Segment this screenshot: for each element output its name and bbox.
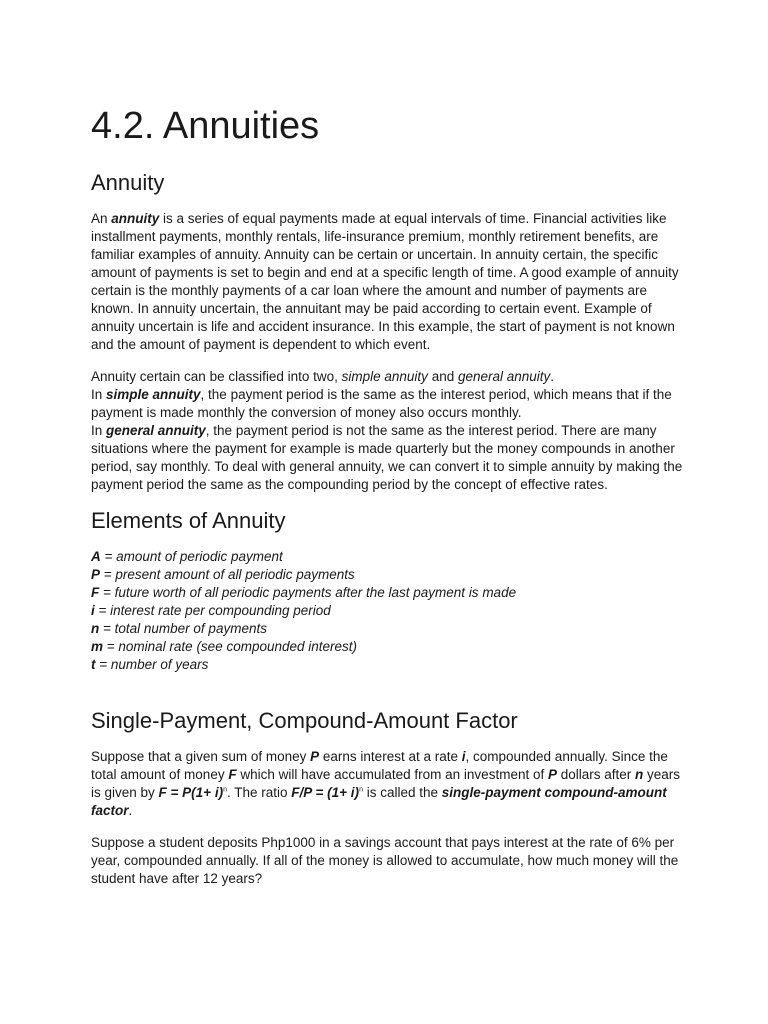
list-item: n = total number of payments — [91, 621, 267, 636]
list-item: F = future worth of all periodic payments after the last payment is made — [91, 585, 517, 600]
page-title: 4.2. Annuities — [91, 105, 320, 147]
general-annuity-paragraph: In general annuity, the payment period is not the same as the interest period. There are many situations where the payment for example is made quarterly but the money compounds in another period, say monthly. To deal with general annuity, we can convert it to simple annuity by making the payment period the same as the compounding period by the concept of effective rates. — [91, 423, 683, 492]
term-general-annuity-italic: general annuity — [457, 369, 551, 384]
list-item: A = amount of periodic payment — [91, 549, 283, 564]
simple-annuity-paragraph: In simple annuity, the payment period is the same as the interest period, which means that if the payment is made monthly the conversion of money also occurs monthly. — [91, 387, 672, 420]
term-general-annuity: general annuity — [106, 423, 206, 438]
section-heading-spcaf: Single-Payment, Compound-Amount Factor — [91, 708, 518, 733]
list-item: i = interest rate per compounding period — [91, 603, 331, 618]
classification-paragraph: Annuity certain can be classified into two, simple annuity and general annuity. — [91, 369, 555, 384]
section-heading-elements: Elements of Annuity — [91, 508, 286, 533]
spcaf-definition-paragraph: Suppose that a given sum of money P earns interest at a rate i, compounded annually. Since the total amount of money F which will have accumulated from an investment of P dollars after n years is given by $F = P(1+ i)^n$. The ratio $F/P = (1+ i)^n$ is called the single-payment compound-amount factor. — [91, 749, 681, 818]
term-spcaf: single-payment compound-amount factor — [91, 785, 667, 818]
term-simple-annuity-italic: simple annuity — [341, 369, 428, 384]
formula-future-worth: F = P(1+ i) — [158, 785, 224, 800]
list-item: P = present amount of all periodic payments — [91, 567, 355, 582]
document-content — [91, 104, 691, 896]
term-annuity: annuity — [111, 211, 160, 226]
term-simple-annuity: simple annuity — [106, 387, 201, 402]
example-problem-paragraph: Suppose a student deposits Php1000 in a savings account that pays interest at the rate of 6% per year, compounded annually. If all of the money is allowed to accumulate, how much money will the student have after 12 years? — [91, 835, 679, 886]
formula-ratio: F/P = (1+ i) — [291, 785, 360, 800]
list-item: m = nominal rate (see compounded interest) — [91, 639, 358, 654]
list-item: t = number of years — [91, 657, 209, 672]
section-heading-annuity: Annuity — [91, 170, 165, 195]
elements-list — [91, 548, 691, 674]
annuity-definition-paragraph: An annuity is a series of equal payments made at equal intervals of time. Financial activities like installment payments, monthly rentals, life-insurance premium, monthly retirement benefits, are familiar examples of annuity. Annuity can be certain or uncertain. In annuity certain, the specific amount of payments is set to begin and end at a specific length of time. A good example of annuity certain is the monthly payments of a car loan where the amount and number of payments are known. In annuity uncertain, the annuitant may be paid according to certain event. Example of annuity uncertain is life and accident insurance. In this example, the start of payment is not known and the amount of payment is dependent to which event. — [91, 211, 679, 352]
